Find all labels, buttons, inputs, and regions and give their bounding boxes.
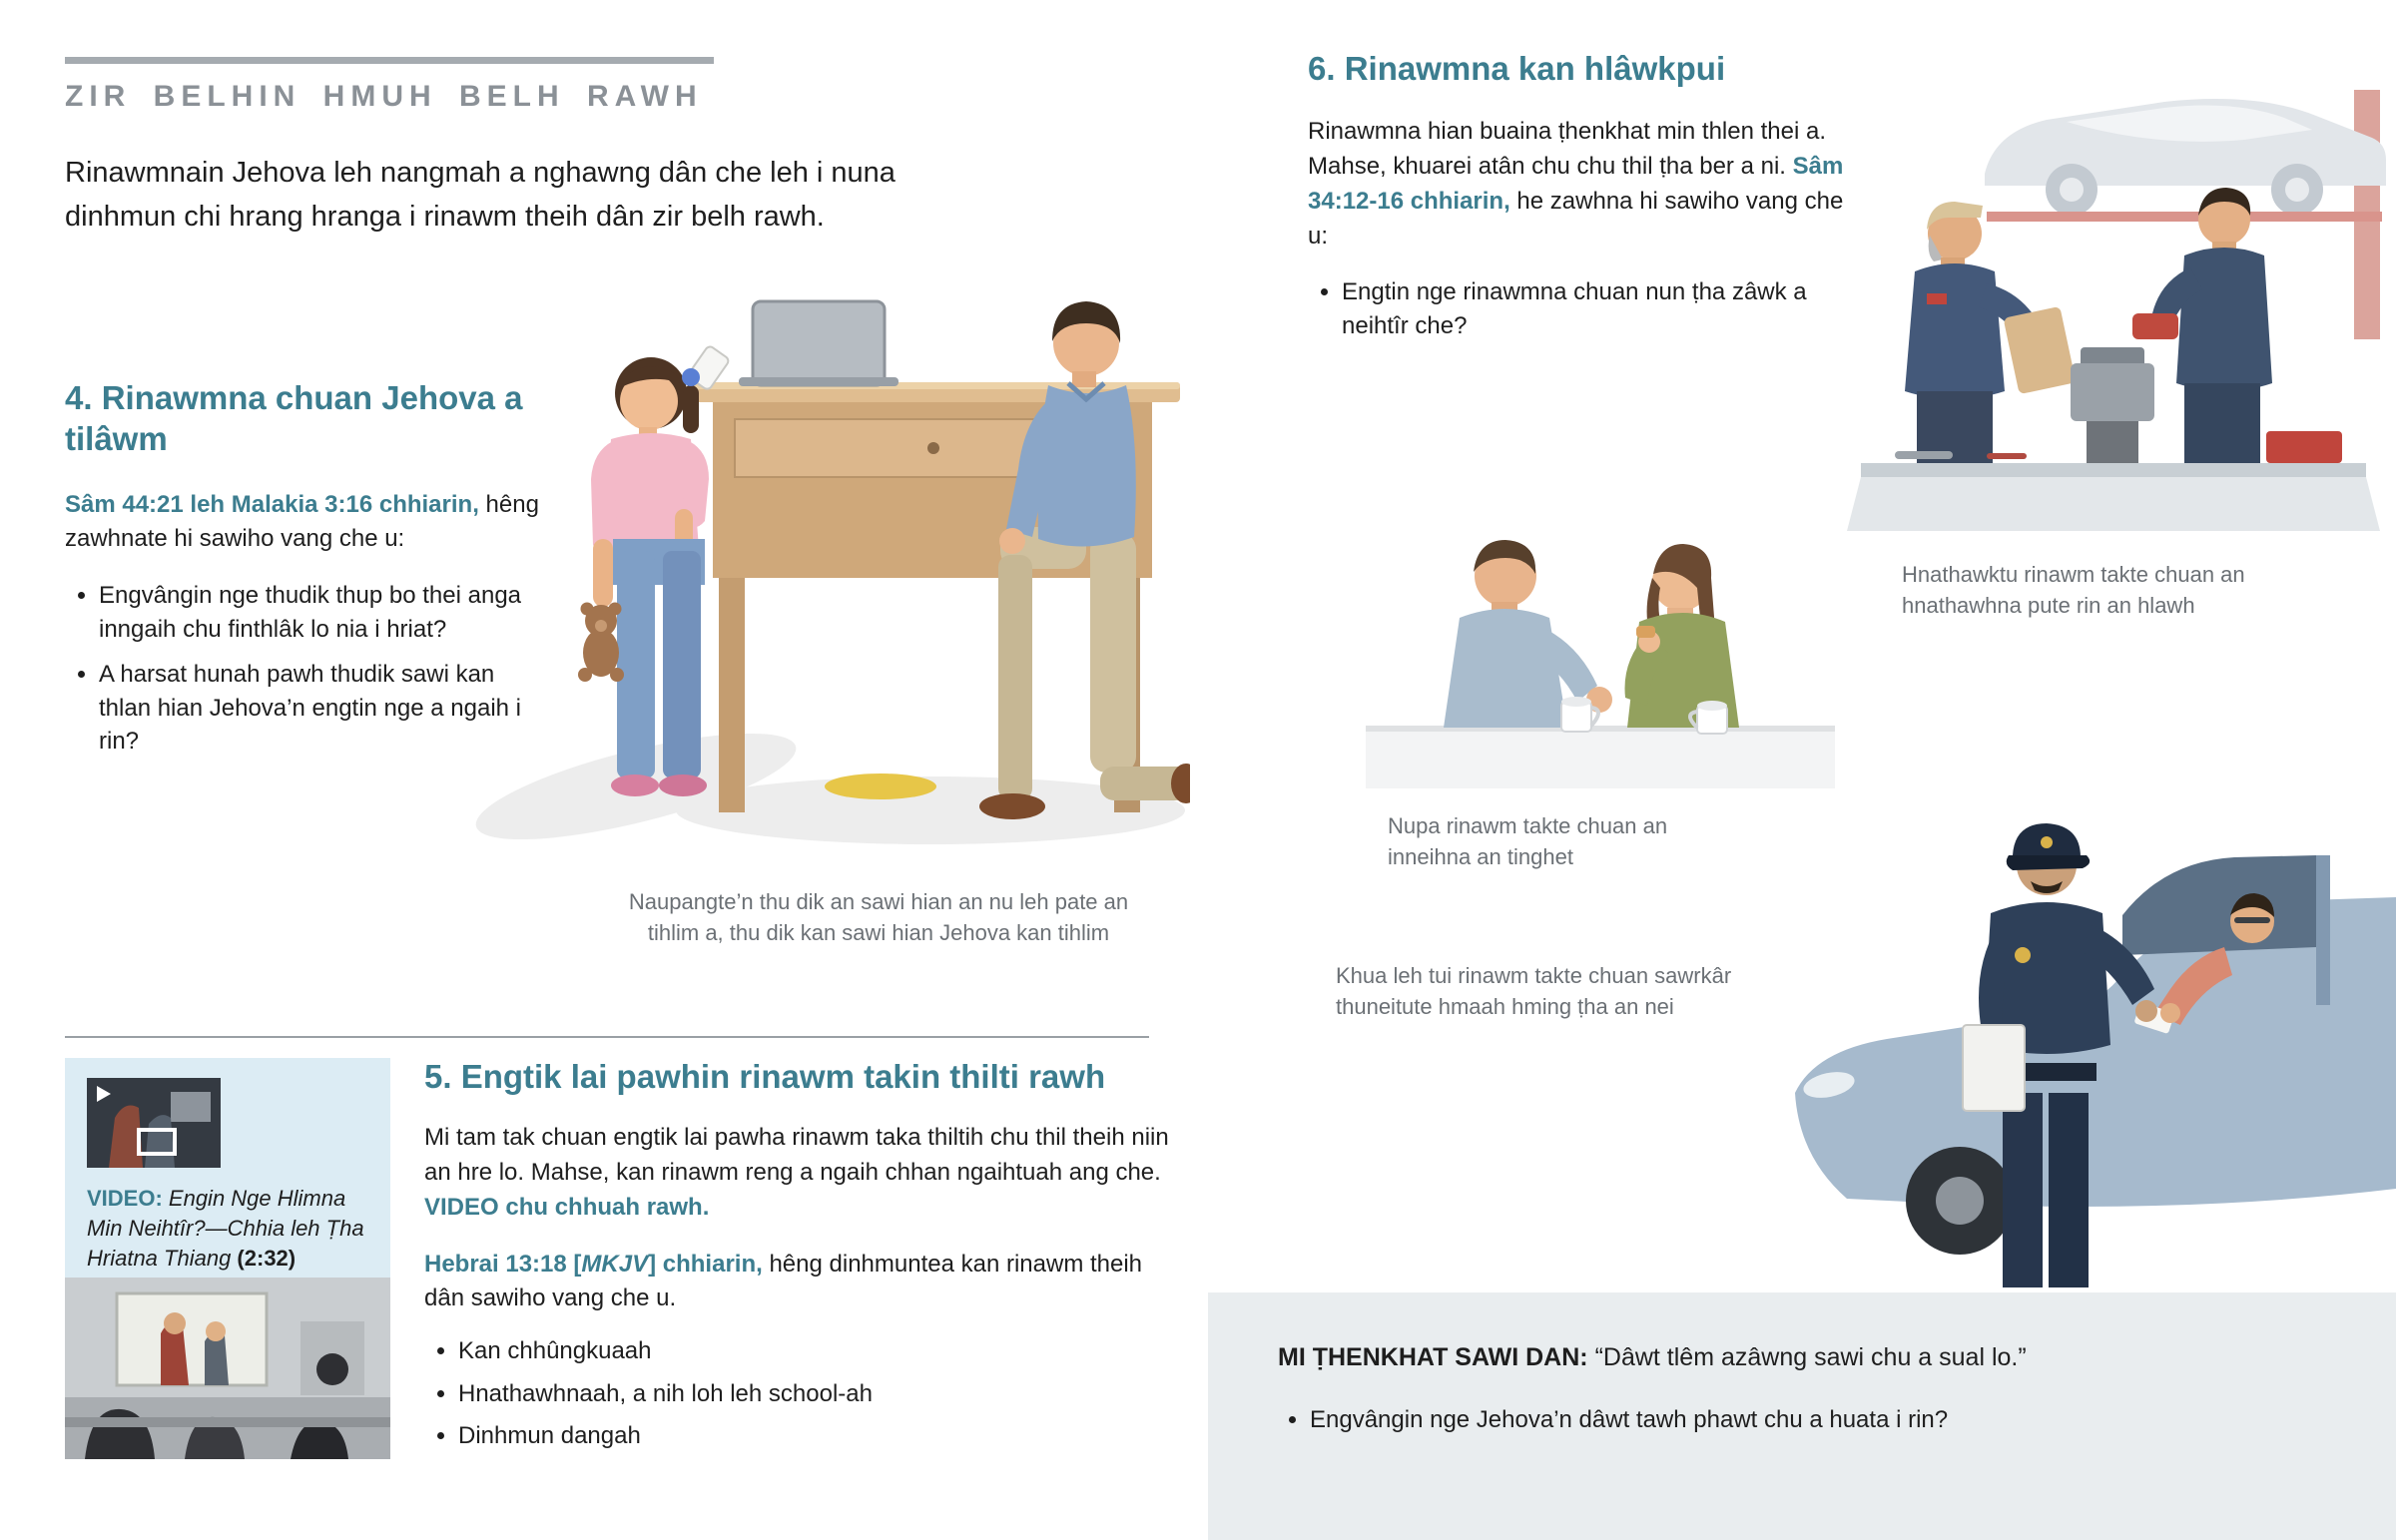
illustration-police-officer xyxy=(1785,764,2396,1287)
section-6-instruction: he zawhna hi sawiho vang che u: xyxy=(1308,187,1844,250)
comment-box xyxy=(1208,1292,2396,1540)
scripture-link-hebrews-13[interactable]: Hebrai 13:18 [MKJV] chhiarin, xyxy=(424,1250,763,1278)
section-5 xyxy=(424,1056,1171,1462)
page-title: ZIR BELHIN HMUH BELH RAWH xyxy=(65,80,703,113)
comment-box-question-list xyxy=(1278,1403,2336,1437)
section-6-question-list xyxy=(1308,275,1807,342)
police-caption: Khua leh tui rinawm takte chuan sawrkâr thuneitute hmaah hming ṭha an nei xyxy=(1336,963,1732,1020)
scripture-link-psalm-44[interactable]: Sâm 44:21 leh Malakia 3:16 chhiarin, xyxy=(65,490,479,518)
list-item: • Dinhmun dangah xyxy=(458,1419,1171,1453)
question-item: • A harsat hunah pawh thudik sawi kan thlan hian Jehova’n engtin nge a ngaih i rin? xyxy=(99,658,528,759)
section-4-instruction: hêng zawhnate hi sawiho vang che u: xyxy=(65,490,539,553)
family-image-caption: Naupangte’n thu dik an sawi hian an nu leh pate an tihlim a, thu dik kan sawi hian Jehova kan tihlim xyxy=(628,889,1129,946)
video-label: VIDEO: xyxy=(87,1186,163,1211)
comment-box-quote: “Dâwt tlêm azâwng sawi chu a sual lo.” xyxy=(1587,1343,2027,1371)
kicker-bar xyxy=(65,57,714,64)
section-5-scripture-line xyxy=(424,1248,1171,1317)
video-caption xyxy=(87,1184,368,1274)
illustration-couple xyxy=(1366,514,1835,788)
column-divider-rule xyxy=(65,1036,1149,1038)
bible-version: MKJV xyxy=(581,1250,649,1278)
video-duration: (2:32) xyxy=(231,1245,297,1271)
video-title: Engin Nge Hlimna Min Neihtîr?—Chhia leh Ṭha Hriatna Thiang xyxy=(87,1186,364,1271)
list-item: • Hnathawhnaah, a nih loh leh school-ah xyxy=(458,1377,1171,1411)
video-box xyxy=(65,1058,390,1291)
comment-box-line xyxy=(1278,1340,2336,1375)
video-still-image xyxy=(65,1278,390,1459)
illustration-father-daughter xyxy=(451,289,1190,873)
section-5-instruction: hêng dinhmuntea kan rinawm theih dân sawiho vang che u. xyxy=(424,1250,1143,1312)
section-6-paragraph xyxy=(1308,115,1855,254)
couple-caption: Nupa rinawm takte chuan an inneihna an tinghet xyxy=(1388,813,1668,870)
intro-paragraph: Rinawmnain Jehova leh nangmah a nghawng dân che leh i nuna dinhmun chi hrang hranga i rinawm theih dân zir belh rawh. xyxy=(65,157,896,233)
question-item: • Engvângin nge Jehova’n dâwt tawh phawt chu a huata i rin? xyxy=(1310,1403,2336,1437)
list-item: • Kan chhûngkuaah xyxy=(458,1334,1171,1368)
question-item: • Engtin nge rinawmna chuan nun ṭha zâwk a neihtîr che? xyxy=(1342,275,1807,342)
section-6 xyxy=(1308,48,1855,355)
section-5-heading: 5. Engtik lai pawhin rinawm takin thilti rawh xyxy=(424,1058,1106,1095)
father-daughter-scene xyxy=(451,289,1190,873)
video-play-link[interactable]: VIDEO chu chhuah rawh. xyxy=(424,1193,710,1221)
mechanics-caption: Hnathawktu rinawm takte chuan an hnathawhna pute rin an hlawh xyxy=(1902,562,2245,619)
section-6-heading: 6. Rinawmna kan hlâwkpui xyxy=(1308,50,1726,87)
scripture-link-psalm-34[interactable]: Sâm 34:12-16 chhiarin, xyxy=(1308,153,1844,215)
comment-box-label: MI ṬHENKHAT SAWI DAN: xyxy=(1278,1343,1588,1371)
section-5-list xyxy=(424,1334,1171,1453)
question-item: • Engvângin nge thudik thup bo thei anga inngaih chu finthlâk lo nia i hriat? xyxy=(99,579,528,646)
illustration-mechanics xyxy=(1835,82,2392,546)
section-5-text: Mi tam tak chuan engtik lai pawha rinawm taka thiltih chu thil theih niin an hre lo. Mahse, kan rinawm reng a ngaih chhan ngaihtuah ang che. xyxy=(424,1124,1169,1187)
section-5-paragraph xyxy=(424,1121,1171,1225)
section-4-heading: 4. Rinawmna chuan Jehova a tilâwm xyxy=(65,379,523,458)
video-thumbnail[interactable] xyxy=(87,1078,221,1168)
section-6-text: Rinawmna hian buaina ṭhenkhat min thlen thei a. Mahse, khuarei atân chu chu thil ṭha ber a ni. xyxy=(1308,118,1826,181)
